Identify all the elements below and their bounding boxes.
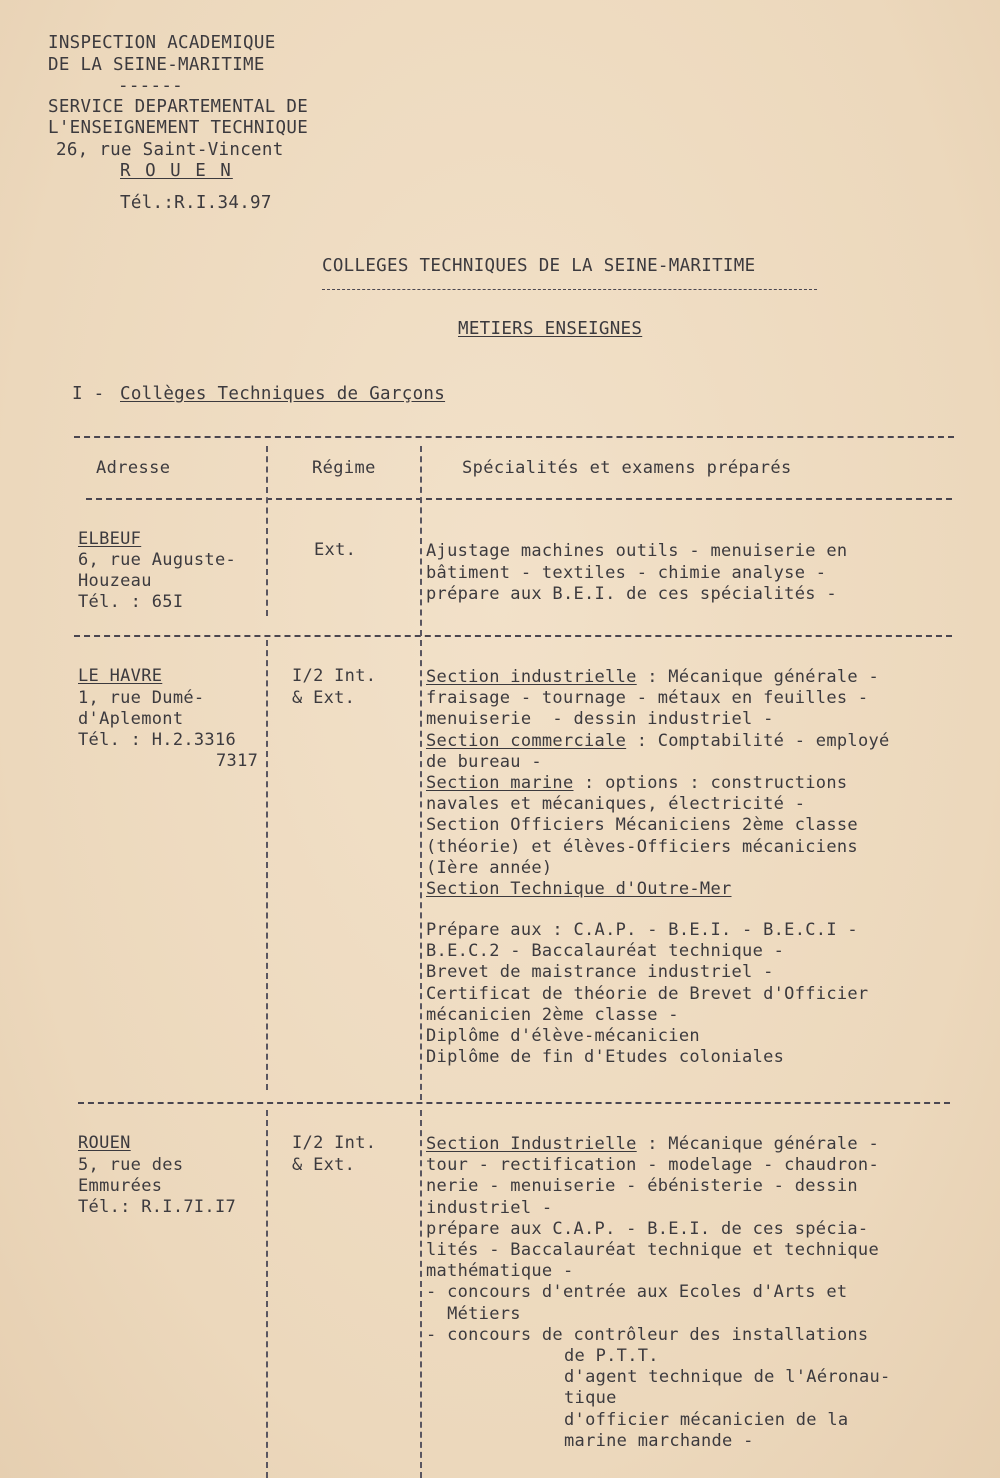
specialite-text: Section Officiers Mécaniciens 2ème classe bbox=[426, 815, 858, 836]
row-regime: Ext. bbox=[314, 540, 357, 560]
row-specialite-line: d'officier mécanicien de la bbox=[564, 1409, 849, 1430]
title-underline bbox=[322, 289, 817, 290]
table-header-rule bbox=[86, 498, 952, 500]
column-divider bbox=[266, 1110, 268, 1478]
row-specialite-line: Ajustage machines outils - menuiserie en bbox=[426, 541, 848, 561]
table-row-rule bbox=[78, 1102, 950, 1104]
specialite-text: fraisage - tournage - métaux en feuilles - bbox=[426, 688, 869, 709]
row-specialite-line bbox=[426, 1176, 858, 1197]
column-divider bbox=[420, 640, 422, 1100]
table-top-rule bbox=[74, 436, 954, 438]
row-specialite-line bbox=[426, 1261, 574, 1282]
row-specialite-line bbox=[426, 837, 858, 858]
row-specialite-line bbox=[426, 1282, 847, 1303]
section-label: Section marine bbox=[426, 773, 574, 793]
row-specialite-line bbox=[426, 815, 858, 836]
row-specialite-line: Certificat de théorie de Brevet d'Officier bbox=[426, 983, 869, 1004]
column-divider bbox=[420, 1110, 422, 1478]
row-address-line: d'Aplemont bbox=[78, 709, 184, 729]
row-address-line: Emmurées bbox=[78, 1176, 163, 1196]
row-regime: & Ext. bbox=[292, 688, 356, 708]
row-address-line: Tél. : 65I bbox=[78, 592, 184, 612]
document-subtitle: METIERS ENSEIGNES bbox=[458, 319, 643, 339]
row-address-line: 6, rue Auguste- bbox=[78, 550, 237, 570]
specialite-text: tour - rectification - modelage - chaudron- bbox=[426, 1155, 879, 1176]
row-specialite-line bbox=[426, 688, 868, 709]
section-number: I - bbox=[72, 384, 116, 404]
specialite-text: menuiserie - dessin industriel - bbox=[426, 709, 774, 730]
specialite-text: industriel - bbox=[426, 1197, 553, 1218]
row-regime: I/2 Int. bbox=[292, 666, 377, 686]
specialite-text: (théorie) et élèves-Officiers mécaniciens bbox=[426, 836, 858, 857]
specialite-text: Métiers bbox=[426, 1303, 521, 1324]
specialite-text: - concours de contrôleur des installations bbox=[426, 1324, 869, 1345]
specialite-text: de bureau - bbox=[426, 751, 542, 772]
row-specialite-line bbox=[426, 1155, 879, 1176]
row-specialite-line bbox=[426, 731, 890, 752]
column-header-adresse: Adresse bbox=[96, 458, 171, 478]
row-specialite-line: de P.T.T. bbox=[564, 1346, 659, 1366]
specialite-text: : options : constructions bbox=[573, 773, 848, 793]
letterhead-line-1: INSPECTION ACADEMIQUE bbox=[48, 33, 276, 53]
row-specialite-line: marine marchande - bbox=[564, 1430, 754, 1451]
row-specialite-line: bâtiment - textiles - chimie analyse - bbox=[426, 563, 827, 583]
row-specialite-line bbox=[426, 752, 542, 773]
row-address-line: 7317 bbox=[216, 751, 259, 771]
column-header-specialites: Spécialités et examens préparés bbox=[462, 458, 792, 478]
row-specialite-line: B.E.C.2 - Baccalauréat technique - bbox=[426, 941, 785, 962]
row-specialite-line bbox=[426, 773, 847, 794]
row-specialite-line: Diplôme d'élève-mécanicien bbox=[426, 1026, 700, 1046]
specialite-text: : Comptabilité - employé bbox=[626, 730, 890, 751]
specialite-text: lités - Baccalauréat technique et technique bbox=[426, 1240, 879, 1260]
section-label: Section commerciale bbox=[426, 730, 627, 751]
row-specialite-line bbox=[426, 1134, 879, 1155]
row-address-line: 1, rue Dumé- bbox=[78, 688, 205, 708]
column-divider bbox=[266, 446, 268, 616]
row-specialite-line bbox=[426, 858, 552, 879]
letterhead-city: R O U E N bbox=[120, 161, 233, 181]
row-address-line: Tél.: R.I.7I.I7 bbox=[78, 1197, 237, 1217]
row-specialite-line bbox=[426, 1325, 868, 1346]
specialite-text: mathématique - bbox=[426, 1261, 574, 1282]
row-specialite-line: Diplôme de fin d'Etudes coloniales bbox=[426, 1047, 785, 1068]
row-specialite-line bbox=[426, 1198, 552, 1219]
section-label: Section Industrielle bbox=[426, 1134, 637, 1154]
section-label: Section industrielle bbox=[426, 667, 637, 687]
column-divider bbox=[420, 446, 422, 636]
row-specialite-line bbox=[426, 879, 732, 900]
row-address-line: 5, rue des bbox=[78, 1155, 184, 1175]
row-specialite-line bbox=[426, 1219, 868, 1240]
specialite-text: : Mécanique générale - bbox=[636, 1134, 880, 1154]
row-regime: I/2 Int. bbox=[292, 1133, 377, 1153]
row-specialite-line bbox=[426, 794, 805, 815]
document-title: COLLEGES TECHNIQUES DE LA SEINE-MARITIME bbox=[322, 256, 756, 276]
row-specialite-line bbox=[426, 667, 879, 688]
letterhead-telephone: Tél.:R.I.34.97 bbox=[120, 193, 272, 213]
section-label: Section Technique d'Outre-Mer bbox=[426, 879, 732, 899]
row-specialite-line bbox=[426, 1240, 879, 1261]
specialite-text: navales et mécaniques, électricité - bbox=[426, 794, 806, 815]
letterhead-address: 26, rue Saint-Vincent bbox=[56, 140, 284, 160]
row-specialite-line bbox=[426, 709, 774, 730]
row-specialite-line: mécanicien 2ème classe - bbox=[426, 1004, 679, 1025]
section-heading: Collèges Techniques de Garçons bbox=[120, 384, 446, 404]
letterhead-line-3: SERVICE DEPARTEMENTAL DE bbox=[48, 97, 309, 117]
row-city: LE HAVRE bbox=[78, 666, 163, 686]
row-address-line: Houzeau bbox=[78, 571, 152, 591]
row-city: ELBEUF bbox=[78, 529, 142, 549]
row-specialite-line: prépare aux B.E.I. de ces spécialités - bbox=[426, 584, 837, 604]
column-header-regime: Régime bbox=[312, 458, 376, 478]
row-city: ROUEN bbox=[78, 1133, 131, 1153]
specialite-text: (Ière année) bbox=[426, 857, 553, 878]
specialite-text: prépare aux C.A.P. - B.E.I. de ces spécia- bbox=[426, 1218, 869, 1239]
specialite-text: nerie - menuiserie - ébénisterie - dessin bbox=[426, 1176, 858, 1197]
row-specialite-line: tique bbox=[564, 1388, 617, 1409]
specialite-text: - concours d'entrée aux Ecoles d'Arts et bbox=[426, 1282, 848, 1303]
letterhead-line-4: L'ENSEIGNEMENT TECHNIQUE bbox=[48, 118, 309, 138]
row-specialite-line bbox=[426, 1304, 521, 1325]
letterhead-separator: ------ bbox=[118, 76, 184, 96]
table-row-rule bbox=[74, 635, 952, 637]
specialite-text: : Mécanique générale - bbox=[636, 667, 880, 687]
row-specialite-line: Prépare aux : C.A.P. - B.E.I. - B.E.C.I - bbox=[426, 920, 858, 940]
row-address-line: Tél. : H.2.3316 bbox=[78, 730, 237, 750]
letterhead-line-2: DE LA SEINE-MARITIME bbox=[48, 55, 265, 75]
column-divider bbox=[266, 640, 268, 1090]
row-regime: & Ext. bbox=[292, 1155, 356, 1175]
row-specialite-line: Brevet de maistrance industriel - bbox=[426, 962, 774, 983]
row-specialite-line: d'agent technique de l'Aéronau- bbox=[564, 1367, 891, 1388]
